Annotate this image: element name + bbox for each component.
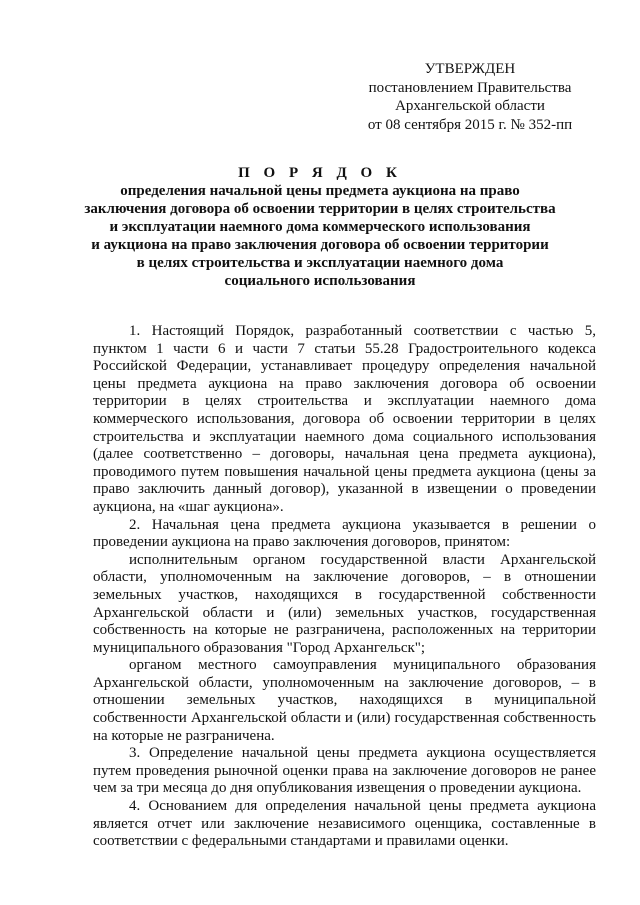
approval-line-date: от 08 сентября 2015 г. № 352-пп — [367, 116, 573, 133]
title-line: социального использования — [224, 273, 416, 289]
document-body — [93, 323, 596, 851]
paragraph-4: 4. Основанием для определения начальной цены предмета аукциона является отчет или заключение независимого оценщика, составленные в соответствии с федеральными стандартами и правилами оценки. — [93, 798, 596, 850]
document-title — [0, 164, 640, 290]
paragraph-1: 1. Настоящий Порядок, разработанный соответствии с частью 5, пунктом 1 части 6 и части 7 статьи 55.28 Градостроительного кодекса Российской Федерации, устанавливает процедуру определения начальной цены предмета аукциона на право заключения договора об освоении территории в целях строительства и эксплуатации наемного дома коммерческого использования, договора об освоении территории в целях строительства и эксплуатации наемного дома социального использования (далее соответственно – договоры, начальная цена предмета аукциона), проводимого путем повышения начальной цены предмета аукциона (цены за право заключить данный договор), указанной в извещении о проведении аукциона, на «шаг аукциона». — [93, 323, 596, 515]
paragraph-2-item-2: органом местного самоуправления муниципального образования Архангельской области, уполномоченным на заключение договоров, – в отношении земельных участков, находящихся в муниципальной собственности Архангельской области и (или) государственная собственность на которые не разграничена. — [93, 657, 596, 744]
paragraph-2: 2. Начальная цена предмета аукциона указывается в решении о проведении аукциона на право заключения договоров, принятом: — [93, 516, 596, 551]
approval-stamp-title: УТВЕРЖДЕН — [424, 61, 516, 77]
title-line: и аукциона на право заключения договора об освоении территории — [91, 237, 549, 253]
approval-line-region: Архангельской области — [395, 98, 545, 114]
paragraph-2-item-1: исполнительным органом государственной власти Архангельской области, уполномоченным на заключение договоров, – в отношении земельных участков, находящихся в государственной собственности Архангельской области и (или) земельных участков, государственная собственность на которые не разграничена, расположенных на территории муниципального образования "Город Архангельск"; — [93, 551, 596, 656]
title-line: и эксплуатации наемного дома коммерческого использования — [109, 219, 531, 235]
approval-block — [340, 60, 600, 134]
title-line: в целях строительства и эксплуатации наемного дома — [136, 255, 504, 271]
approval-line-decree: постановлением Правительства — [368, 79, 572, 96]
title-heading: П О Р Я Д О К — [238, 165, 402, 181]
title-line: определения начальной цены предмета аукциона на право — [120, 183, 520, 199]
title-line: заключения договора об освоении территории в целях строительства — [84, 201, 556, 217]
paragraph-3: 3. Определение начальной цены предмета аукциона осуществляется путем проведения рыночной оценки права на заключение договоров не ранее чем за три месяца до дня опубликования извещения о проведении аукциона. — [93, 745, 596, 797]
